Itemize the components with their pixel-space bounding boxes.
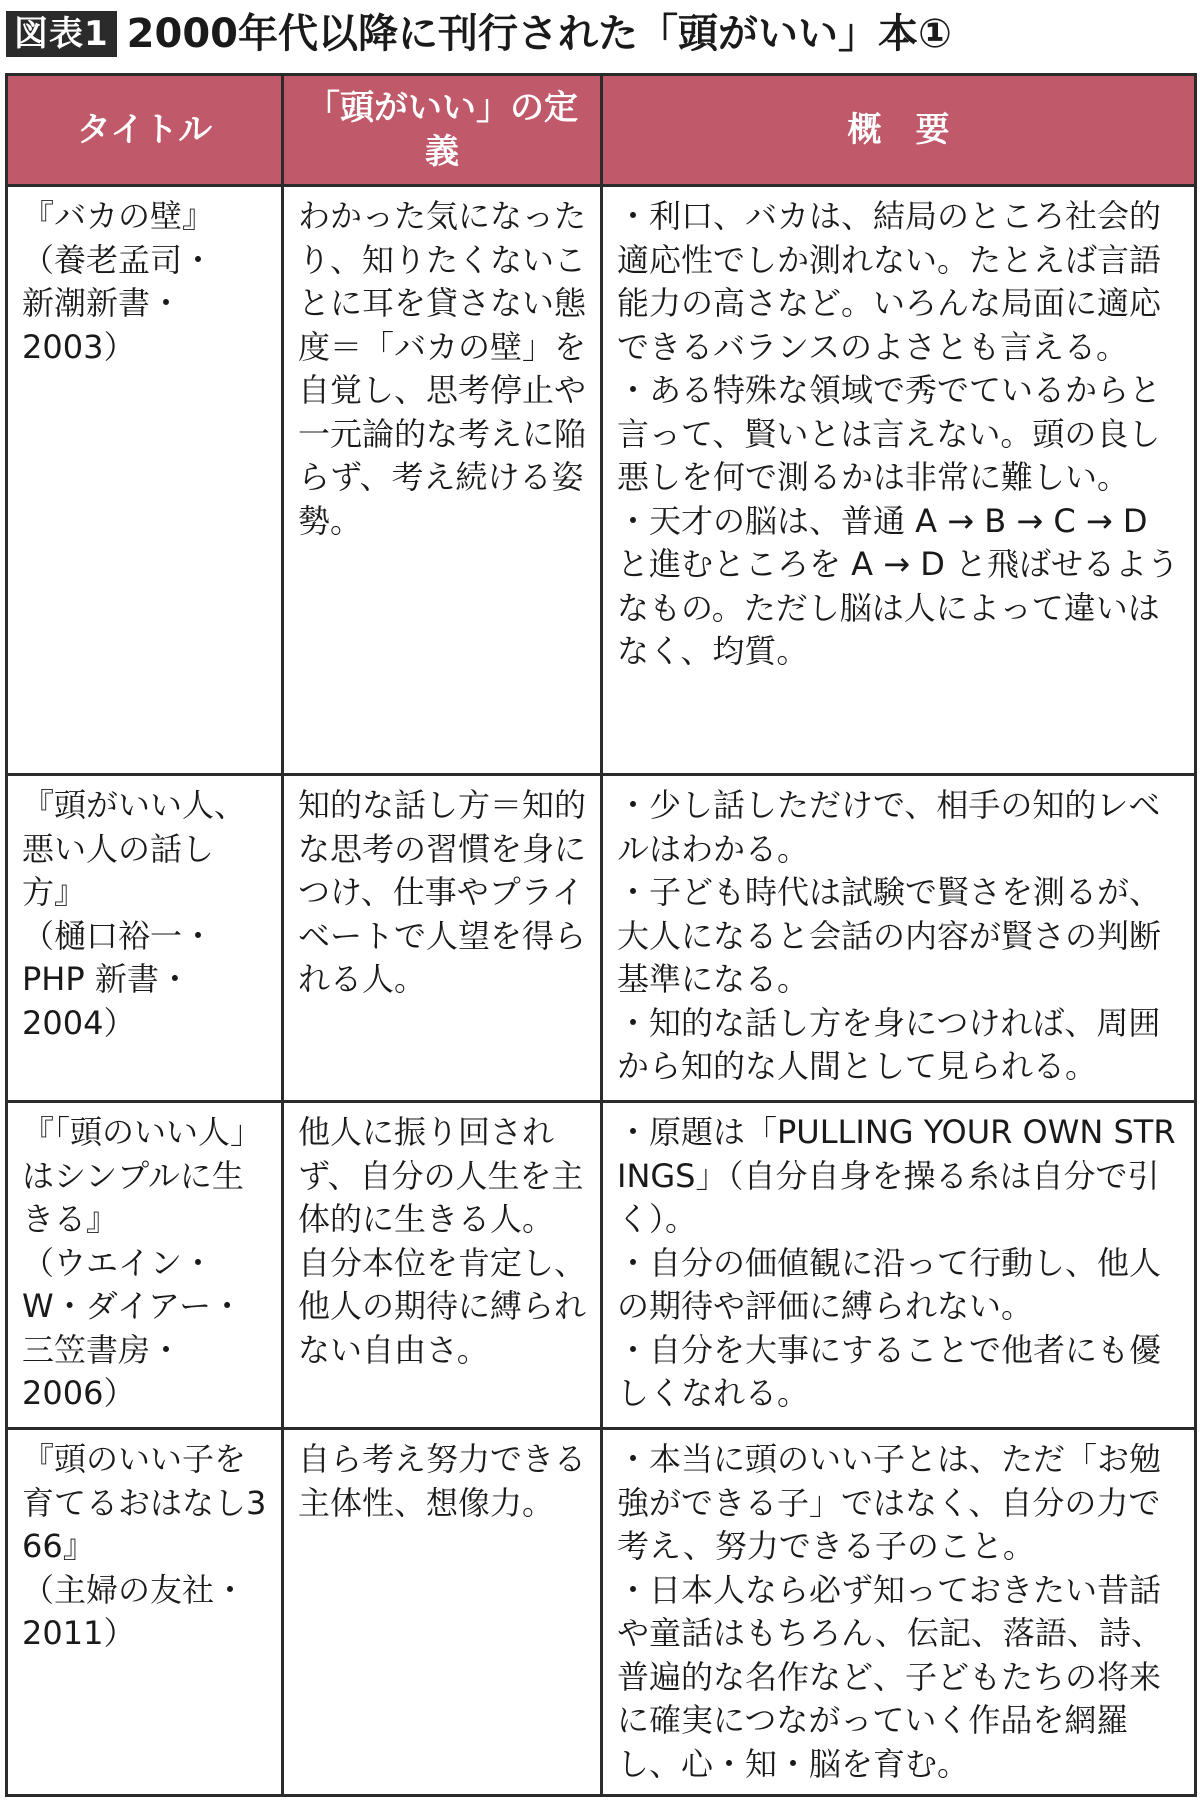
definition-cell: 自ら考え努力できる主体性、想像力。 [283, 1429, 602, 1796]
summary-cell: ・本当に頭のいい子とは、ただ「お勉強ができる子」ではなく、自分の力で考え、努力できる子のこと。 ・日本人なら必ず知っておきたい昔話や童話はもちろん、伝記、落語、詩、普遍的な名作など、子どもたちの将来に確実につながっていく作品を網羅し、心・知・脳を育む。 [602, 1429, 1196, 1796]
book-title-cell: 『バカの壁』 （養老孟司・ 新潮新書・ 2003） [7, 186, 283, 775]
book-title-cell: 『頭がいい人、悪い人の話し方』 （樋口裕一・ PHP 新書・ 2004） [7, 775, 283, 1102]
definition-cell: わかった気になったり、知りたくないことに耳を貸さない態度＝「バカの壁」を自覚し、思考停止や一元論的な考えに陥らず、考え続ける姿勢。 [283, 186, 602, 775]
table-row [7, 1429, 1196, 1796]
header-summary: 概 要 [602, 75, 1196, 186]
summary-cell: ・少し話しただけで、相手の知的レベルはわかる。 ・子ども時代は試験で賢さを測るが、大人になると会話の内容が賢さの判断基準になる。 ・知的な話し方を身につければ、周囲から知的な人間として見られる。 [602, 775, 1196, 1102]
book-title-cell: 『頭のいい子を育てるおはなし366』 （主婦の友社・ 2011） [7, 1429, 283, 1796]
books-table [5, 73, 1197, 1797]
header-definition: 「頭がいい」の定義 [283, 75, 602, 186]
table-row [7, 186, 1196, 775]
definition-cell: 他人に振り回されず、自分の人生を主体的に生きる人。 自分本位を肯定し、他人の期待に縛られない自由さ。 [283, 1102, 602, 1429]
header-title: タイトル [7, 75, 283, 186]
definition-cell: 知的な話し方＝知的な思考の習慣を身につけ、仕事やプライベートで人望を得られる人。 [283, 775, 602, 1102]
figure-heading [6, 8, 952, 60]
table-row [7, 1102, 1196, 1429]
figure-title: 2000年代以降に刊行された「頭がいい」本① [126, 11, 952, 57]
table-header-row [7, 75, 1196, 186]
summary-cell: ・原題は「PULLING YOUR OWN STRINGS」（自分自身を操る糸は自分で引く）。 ・自分の価値観に沿って行動し、他人の期待や評価に縛られない。 ・自分を大事にすることで他者にも優しくなれる。 [602, 1102, 1196, 1429]
table-row [7, 775, 1196, 1102]
book-title-cell: 『「頭のいい人」はシンプルに生きる』 （ウエイン・ W・ダイアー・ 三笠書房・ 2006） [7, 1102, 283, 1429]
figure-label: 図表1 [6, 11, 117, 57]
summary-cell: ・利口、バカは、結局のところ社会的適応性でしか測れない。たとえば言語能力の高さなど。いろんな局面に適応できるバランスのよさとも言える。 ・ある特殊な領域で秀でているからと言って、賢いとは言えない。頭の良し悪しを何で測るかは非常に難しい。 ・天才の脳は、普通 A → B → C → D と進むところを A → D と飛ばせるようなもの。ただし脳は人によって違いはなく、均質。 [602, 186, 1196, 775]
